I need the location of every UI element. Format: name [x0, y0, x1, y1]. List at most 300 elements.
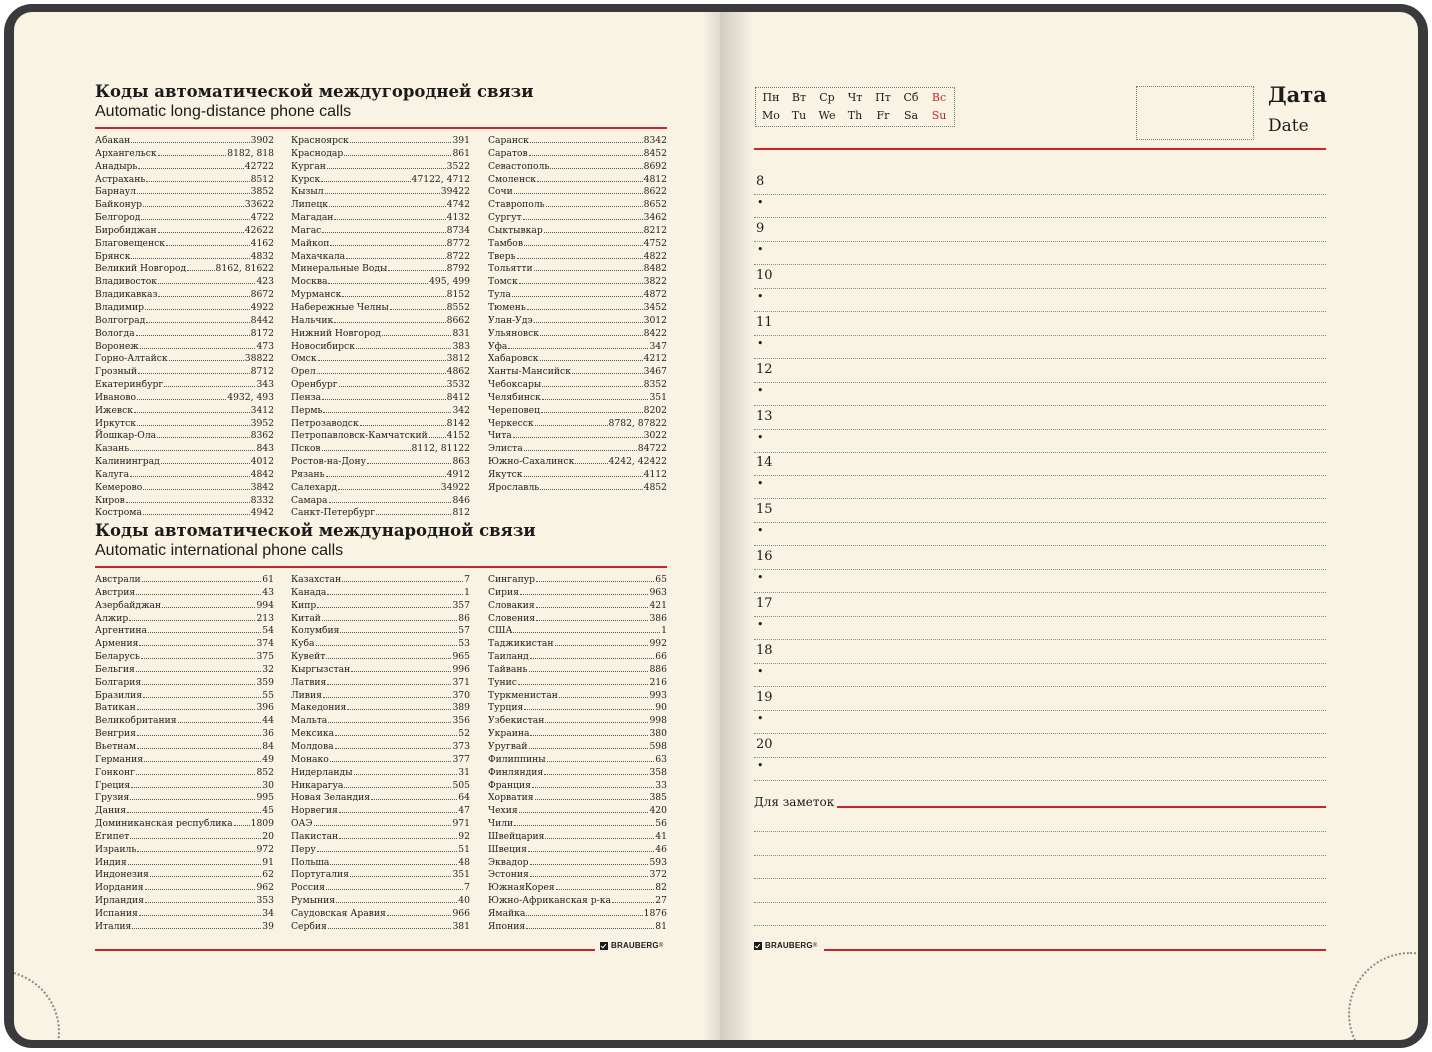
- country-code: 91: [262, 856, 274, 868]
- schedule-line[interactable]: [754, 569, 1326, 570]
- country-code: 34: [262, 907, 274, 919]
- country-row: [95, 818, 274, 831]
- dot-leader: [330, 245, 445, 246]
- city-name: Сургут: [488, 212, 522, 224]
- city-name: Горно-Алтайск: [95, 353, 168, 365]
- dot-leader: [328, 928, 452, 929]
- country-name: Турция: [488, 702, 524, 714]
- city-name: Тюмень: [488, 301, 526, 313]
- notes-line[interactable]: [754, 831, 1326, 832]
- dot-leader: [137, 425, 250, 426]
- country-row: [488, 780, 667, 793]
- dot-leader: [514, 193, 643, 194]
- weekday-en[interactable]: We: [818, 109, 836, 122]
- country-code: 63: [655, 753, 667, 765]
- schedule-line[interactable]: [754, 241, 1326, 242]
- city-name: Барнаул: [95, 186, 136, 198]
- city-row: [488, 186, 667, 199]
- city-code: 8782, 87822: [608, 417, 667, 429]
- city-code: 3822: [643, 276, 667, 288]
- weekday-ru[interactable]: Пт: [875, 91, 891, 104]
- country-name: Вьетнам: [95, 740, 137, 752]
- city-code: 8412: [446, 391, 470, 403]
- dot-leader: [137, 748, 261, 749]
- city-name: Иваново: [95, 391, 137, 403]
- dot-leader: [326, 658, 451, 659]
- dot-leader: [136, 774, 256, 775]
- country-code: 40: [458, 895, 470, 907]
- city-row: [291, 418, 470, 431]
- schedule-line[interactable]: [754, 686, 1326, 687]
- dot-leader: [130, 476, 249, 477]
- city-code: 4872: [643, 289, 667, 301]
- schedule-line[interactable]: [754, 545, 1326, 546]
- schedule-line[interactable]: [754, 592, 1326, 593]
- country-row: [95, 805, 274, 818]
- city-code: 8672: [250, 289, 274, 301]
- dot-leader: [334, 322, 445, 323]
- dot-leader: [556, 889, 655, 890]
- country-name: Испания: [95, 907, 138, 919]
- city-name: Москва: [291, 276, 328, 288]
- city-code: 3842: [250, 481, 274, 493]
- country-name: Азербайджан: [95, 599, 162, 611]
- country-row: [95, 702, 274, 715]
- country-code: 32: [262, 663, 274, 675]
- country-name: Пакистан: [291, 830, 339, 842]
- city-name: Псков: [291, 443, 321, 455]
- country-name: Новая Зеландия: [291, 792, 371, 804]
- half-hour-bullet: •: [757, 430, 764, 444]
- dot-leader: [544, 774, 648, 775]
- schedule-line[interactable]: [754, 639, 1326, 640]
- city-row: [95, 174, 274, 187]
- dot-leader: [322, 620, 457, 621]
- dot-leader: [145, 309, 250, 310]
- city-row: [95, 276, 274, 289]
- dot-leader: [327, 684, 451, 685]
- country-name: Чехия: [488, 805, 518, 817]
- city-name: Йошкар-Ола: [95, 430, 157, 442]
- city-name: Пенза: [291, 391, 322, 403]
- city-row: [95, 225, 274, 238]
- schedule-line[interactable]: [754, 780, 1326, 781]
- country-code: 39: [262, 920, 274, 932]
- notes-line[interactable]: [754, 855, 1326, 856]
- country-row: [488, 921, 667, 934]
- city-name: Брянск: [95, 250, 131, 262]
- notes-line[interactable]: [754, 902, 1326, 903]
- domestic-codes-subtitle: Automatic long-distance phone calls: [95, 103, 352, 120]
- country-code: 1: [661, 625, 667, 637]
- dot-leader: [169, 360, 244, 361]
- dot-leader: [524, 450, 637, 451]
- dot-leader: [344, 787, 451, 788]
- country-code: 358: [649, 766, 667, 778]
- dot-leader: [535, 425, 608, 426]
- city-code: 4132: [446, 212, 470, 224]
- dot-leader: [524, 245, 643, 246]
- country-code: 994: [256, 599, 274, 611]
- country-name: Иордания: [95, 882, 144, 894]
- country-code: 963: [649, 586, 667, 598]
- country-name: Египет: [95, 830, 130, 842]
- city-row: [95, 366, 274, 379]
- city-name: Архангельск: [95, 147, 157, 159]
- dot-leader: [344, 155, 451, 156]
- country-row: [95, 831, 274, 844]
- hour-label: 15: [756, 502, 773, 518]
- weekday-en[interactable]: Su: [931, 109, 947, 122]
- schedule-line[interactable]: [754, 405, 1326, 406]
- schedule-line[interactable]: [754, 217, 1326, 218]
- dot-leader: [318, 360, 446, 361]
- city-code: 3902: [250, 135, 274, 146]
- city-row: [291, 430, 470, 443]
- schedule-line[interactable]: [754, 288, 1326, 289]
- country-name: Мальта: [291, 715, 328, 727]
- country-row: [488, 587, 667, 600]
- dot-leader: [137, 193, 250, 194]
- half-hour-bullet: •: [757, 242, 764, 256]
- city-row: [291, 405, 470, 418]
- dot-leader: [136, 594, 261, 595]
- city-name: Воронеж: [95, 340, 139, 352]
- country-row: [291, 805, 470, 818]
- country-code: 82: [655, 882, 667, 894]
- city-name: Томск: [488, 276, 518, 288]
- schedule-line[interactable]: [754, 335, 1326, 336]
- dot-leader: [158, 296, 249, 297]
- dot-leader: [130, 450, 255, 451]
- dot-leader: [131, 787, 261, 788]
- city-row: [488, 328, 667, 341]
- country-row: [291, 587, 470, 600]
- city-name: Грозный: [95, 366, 138, 378]
- country-row: [488, 600, 667, 613]
- dot-leader: [143, 697, 261, 698]
- weekday-en[interactable]: Tu: [791, 109, 807, 122]
- country-row: [95, 651, 274, 664]
- schedule-line[interactable]: [754, 663, 1326, 664]
- international-column-1: [95, 574, 274, 934]
- city-name: Калуга: [95, 468, 130, 480]
- country-code: 380: [649, 728, 667, 740]
- country-code: 351: [452, 869, 470, 881]
- city-row: [95, 456, 274, 469]
- brauberg-check-icon: [600, 942, 608, 950]
- city-row: [291, 135, 470, 148]
- dot-leader: [234, 825, 250, 826]
- city-row: [95, 289, 274, 302]
- dot-leader: [517, 258, 643, 259]
- city-name: Волгоград: [95, 314, 146, 326]
- country-row: [95, 895, 274, 908]
- half-hour-bullet: •: [757, 196, 764, 209]
- city-code: 8362: [250, 430, 274, 442]
- country-code: 993: [649, 689, 667, 701]
- country-row: [488, 882, 667, 895]
- country-code: 61: [262, 574, 274, 585]
- weekday-ru[interactable]: Ср: [819, 91, 835, 104]
- dot-leader: [572, 373, 643, 374]
- country-code: 356: [452, 715, 470, 727]
- dot-leader: [575, 463, 607, 464]
- city-name: Анадырь: [95, 160, 138, 172]
- country-row: [291, 754, 470, 767]
- schedule-line[interactable]: [754, 264, 1326, 265]
- country-row: [488, 908, 667, 921]
- country-name: Италия: [95, 920, 132, 932]
- country-code: 44: [262, 715, 274, 727]
- country-name: Индия: [95, 856, 127, 868]
- schedule-line[interactable]: [754, 757, 1326, 758]
- city-row: [488, 430, 667, 443]
- country-row: [95, 587, 274, 600]
- country-name: Молдова: [291, 740, 334, 752]
- weekday-ru[interactable]: Сб: [903, 91, 919, 104]
- country-row: [488, 818, 667, 831]
- country-name: Австрали: [95, 574, 141, 585]
- dot-leader: [330, 864, 457, 865]
- dot-leader: [134, 412, 250, 413]
- hour-label: 14: [756, 455, 773, 471]
- schedule-line[interactable]: [754, 710, 1326, 711]
- country-row: [488, 664, 667, 677]
- country-name: Хорватия: [488, 792, 534, 804]
- dot-leader: [131, 142, 249, 143]
- city-row: [291, 469, 470, 482]
- dot-leader: [530, 142, 643, 143]
- city-row: [291, 148, 470, 161]
- dot-leader: [129, 620, 255, 621]
- country-name: Кувейт: [291, 651, 326, 663]
- dot-leader: [540, 360, 643, 361]
- city-code: 39422: [440, 186, 470, 198]
- schedule-line[interactable]: [754, 733, 1326, 734]
- city-row: [488, 289, 667, 302]
- city-row: [95, 328, 274, 341]
- schedule-line[interactable]: [754, 475, 1326, 476]
- country-name: Китай: [291, 612, 321, 624]
- dot-leader: [128, 864, 262, 865]
- city-name: Байконур: [95, 199, 143, 211]
- weekday-en[interactable]: Sa: [903, 109, 919, 122]
- dot-leader: [142, 581, 262, 582]
- city-row: [291, 161, 470, 174]
- country-code: 998: [649, 715, 667, 727]
- city-row: [95, 443, 274, 456]
- city-row: [488, 482, 667, 495]
- hour-label: 10: [756, 267, 773, 283]
- city-code: 8722: [446, 250, 470, 262]
- notes-divider: [754, 806, 1326, 808]
- dot-leader: [508, 348, 648, 349]
- dot-leader: [541, 412, 643, 413]
- international-column-3: [488, 574, 667, 934]
- city-name: Уфа: [488, 340, 508, 352]
- dot-leader: [330, 761, 452, 762]
- city-name: Набережные Челны: [291, 301, 389, 313]
- country-code: 7: [464, 574, 470, 585]
- country-name: Нидерланды: [291, 766, 353, 778]
- schedule-line[interactable]: [754, 311, 1326, 312]
- country-code: 62: [262, 869, 274, 881]
- dot-leader: [530, 864, 649, 865]
- city-name: Благовещенск: [95, 237, 166, 249]
- country-name: Израиль: [95, 843, 137, 855]
- country-code: 962: [256, 882, 274, 894]
- dot-leader: [327, 168, 446, 169]
- city-name: Южно-Сахалинск: [488, 456, 575, 468]
- dot-leader: [158, 155, 227, 156]
- country-row: [291, 792, 470, 805]
- dot-leader: [322, 450, 411, 451]
- city-code: 342: [452, 404, 470, 416]
- country-code: 996: [452, 663, 470, 675]
- schedule-line[interactable]: [754, 452, 1326, 453]
- dot-leader: [146, 181, 249, 182]
- city-row: [291, 276, 470, 289]
- half-hour-bullet: •: [757, 336, 764, 350]
- city-name: Краснодар: [291, 147, 344, 159]
- dot-leader: [322, 399, 446, 400]
- city-row: [291, 238, 470, 251]
- hour-label: 16: [756, 549, 773, 565]
- country-code: 36: [262, 728, 274, 740]
- country-name: Беларусь: [95, 651, 140, 663]
- dot-leader: [158, 232, 244, 233]
- city-row: [291, 392, 470, 405]
- schedule-line[interactable]: [754, 429, 1326, 430]
- city-row: [95, 212, 274, 225]
- city-name: Новосибирск: [291, 340, 355, 352]
- schedule-line[interactable]: [754, 358, 1326, 359]
- city-name: Тольятти: [488, 263, 533, 275]
- dot-leader: [326, 476, 446, 477]
- city-name: Биробиджан: [95, 224, 157, 236]
- city-code: 8152: [446, 289, 470, 301]
- country-code: 965: [452, 651, 470, 663]
- country-name: Румыния: [291, 895, 336, 907]
- dot-leader: [356, 348, 452, 349]
- city-code: 8212: [643, 224, 667, 236]
- city-name: Нижний Новгород: [291, 327, 382, 339]
- city-row: [488, 199, 667, 212]
- city-code: 84722: [637, 443, 667, 455]
- weekday-en[interactable]: Fr: [876, 109, 890, 122]
- city-name: Петрозаводск: [291, 417, 359, 429]
- country-code: 55: [262, 689, 274, 701]
- weekday-en[interactable]: Mo: [762, 109, 780, 122]
- city-row: [291, 353, 470, 366]
- schedule-line[interactable]: [754, 382, 1326, 383]
- city-code: 8342: [643, 135, 667, 146]
- half-hour-bullet: •: [757, 665, 764, 678]
- city-row: [291, 315, 470, 328]
- country-code: 377: [452, 753, 470, 765]
- dot-leader: [130, 838, 261, 839]
- country-row: [291, 831, 470, 844]
- city-code: 4152: [446, 430, 470, 442]
- country-code: 66: [655, 651, 667, 663]
- city-row: [488, 263, 667, 276]
- city-row: [291, 495, 470, 508]
- dot-leader: [542, 386, 642, 387]
- country-code: 43: [262, 586, 274, 598]
- city-code: 8772: [446, 237, 470, 249]
- country-row: [291, 638, 470, 651]
- schedule-line[interactable]: [754, 522, 1326, 523]
- weekday-ru[interactable]: Вт: [791, 91, 807, 104]
- country-code: 53: [458, 638, 470, 650]
- country-code: 421: [649, 599, 667, 611]
- city-row: [95, 263, 274, 276]
- city-name: Челябинск: [488, 391, 541, 403]
- city-code: 8792: [446, 263, 470, 275]
- schedule-line[interactable]: [754, 616, 1326, 617]
- country-name: Аргентина: [95, 625, 148, 637]
- city-name: Нальчик: [291, 314, 334, 326]
- dot-leader: [150, 876, 261, 877]
- notes-label: Для заметок: [754, 795, 837, 809]
- date-field[interactable]: [1136, 86, 1254, 140]
- dot-leader: [536, 581, 654, 582]
- brand-logo-right: BRAUBERG ®: [754, 941, 817, 950]
- dot-leader: [360, 425, 446, 426]
- left-page: [14, 12, 720, 1040]
- city-code: 4852: [643, 481, 667, 493]
- half-hour-bullet: •: [757, 711, 764, 725]
- weekday-ru[interactable]: Чт: [847, 91, 863, 104]
- city-row: [488, 341, 667, 354]
- country-name: Никарагуа: [291, 779, 344, 791]
- city-name: Санкт-Петербург: [291, 507, 376, 519]
- country-code: 81: [655, 920, 667, 932]
- notes-line[interactable]: [754, 925, 1326, 926]
- domestic-column-2: [291, 135, 470, 520]
- notes-line[interactable]: [754, 878, 1326, 879]
- country-name: Швейцария: [488, 830, 545, 842]
- weekday-ru[interactable]: Вс: [931, 91, 947, 104]
- country-name: ЮжнаяКорея: [488, 882, 555, 894]
- city-row: [291, 212, 470, 225]
- dot-leader: [342, 296, 445, 297]
- city-row: [488, 135, 667, 148]
- city-name: Владивосток: [95, 276, 158, 288]
- weekday-ru[interactable]: Пн: [762, 91, 780, 104]
- country-name: Македония: [291, 702, 347, 714]
- country-code: 598: [649, 740, 667, 752]
- city-code: 3812: [446, 353, 470, 365]
- weekday-en[interactable]: Th: [847, 109, 863, 122]
- city-code: 8622: [643, 186, 667, 198]
- country-name: Россия: [291, 882, 325, 894]
- country-name: Канада: [291, 586, 327, 598]
- city-row: [291, 482, 470, 495]
- country-code: 381: [452, 920, 470, 932]
- schedule-line[interactable]: [754, 194, 1326, 195]
- international-column-2: [291, 574, 470, 934]
- dot-leader: [142, 684, 255, 685]
- schedule-line[interactable]: [754, 498, 1326, 499]
- country-name: Казахстан: [291, 574, 342, 585]
- city-name: Красноярск: [291, 135, 349, 146]
- country-name: Индонезия: [95, 869, 149, 881]
- city-code: 4842: [250, 468, 274, 480]
- city-code: 8712: [250, 366, 274, 378]
- city-row: [95, 379, 274, 392]
